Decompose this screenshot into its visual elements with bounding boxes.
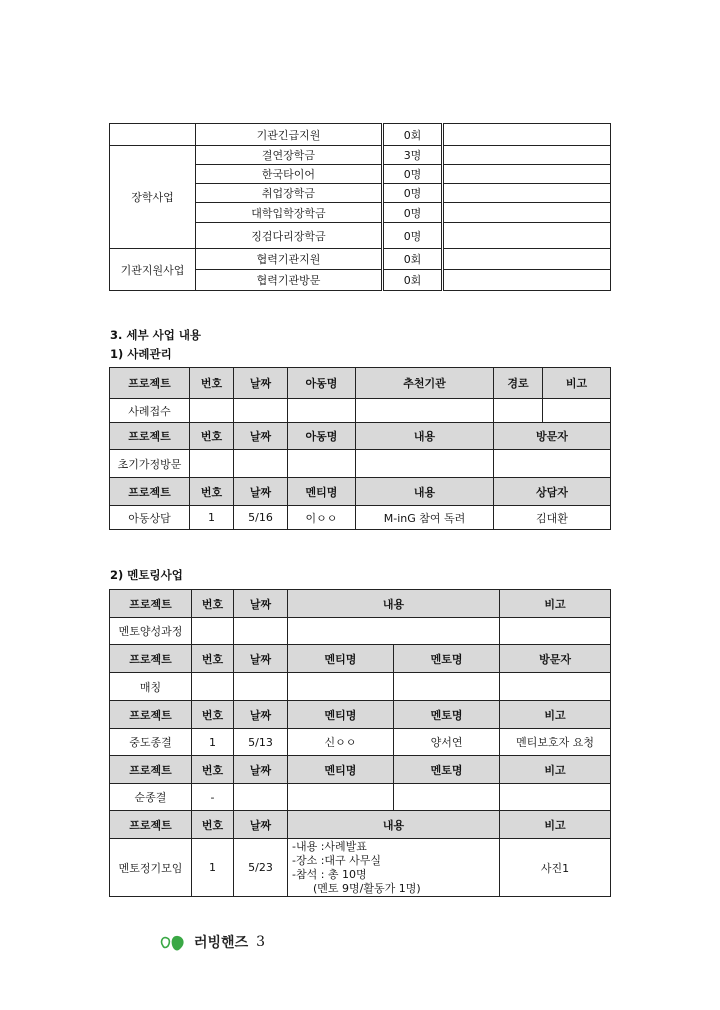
header-cell: 날짜 (234, 423, 288, 450)
data-cell (234, 450, 288, 478)
blank-cell (443, 203, 611, 223)
header-cell: 번호 (190, 368, 234, 399)
blank-cell (443, 165, 611, 184)
header-cell: 프로젝트 (110, 478, 190, 506)
subcategory-cell: 징검다리장학금 (196, 223, 383, 249)
value-cell: 0명 (383, 203, 443, 223)
data-cell (288, 673, 394, 701)
header-cell: 멘토명 (394, 701, 500, 729)
page-number: 3 (256, 934, 266, 950)
data-cell (234, 618, 288, 645)
data-cell: 5/16 (234, 506, 288, 530)
blank-cell (443, 223, 611, 249)
value-cell: 3명 (383, 146, 443, 165)
meeting-content-cell: -내용 :사례발표 -장소 :대구 사무실 -참석 : 총 10명 (멘토 9명/활동가 1명) (288, 839, 500, 897)
value-cell: 0명 (383, 223, 443, 249)
data-cell (500, 673, 611, 701)
data-cell (494, 399, 543, 423)
data-cell: 양서연 (394, 729, 500, 756)
header-cell: 방문자 (494, 423, 611, 450)
subcategory-cell: 한국타이어 (196, 165, 383, 184)
data-cell (288, 618, 500, 645)
footer-brand-name: 러빙핸즈 (194, 935, 249, 951)
header-cell: 멘티명 (288, 478, 356, 506)
header-cell: 프로젝트 (110, 423, 190, 450)
subcategory-cell: 취업장학금 (196, 184, 383, 203)
header-cell: 프로젝트 (110, 368, 190, 399)
summary-table (109, 123, 611, 291)
data-cell (234, 673, 288, 701)
header-cell: 날짜 (234, 590, 288, 618)
header-cell: 비고 (500, 701, 611, 729)
data-cell: 매칭 (110, 673, 192, 701)
data-cell: 김대환 (494, 506, 611, 530)
header-cell: 날짜 (234, 478, 288, 506)
data-cell: 사진1 (500, 839, 611, 897)
data-cell (190, 399, 234, 423)
header-cell: 번호 (192, 645, 234, 673)
header-cell: 아동명 (288, 423, 356, 450)
data-cell (543, 399, 611, 423)
header-cell: 번호 (190, 478, 234, 506)
value-cell: 0명 (383, 184, 443, 203)
value-cell: 0회 (383, 124, 443, 146)
data-cell (234, 399, 288, 423)
data-cell: 순종결 (110, 784, 192, 811)
header-cell: 멘토명 (394, 645, 500, 673)
header-cell: 멘티명 (288, 701, 394, 729)
data-cell: 멘토정기모임 (110, 839, 192, 897)
data-cell (394, 673, 500, 701)
data-cell: 초기가정방문 (110, 450, 190, 478)
data-cell (234, 784, 288, 811)
category-cell (110, 124, 196, 146)
header-cell: 프로젝트 (110, 590, 192, 618)
category-cell: 기관지원사업 (110, 249, 196, 291)
header-cell: 비고 (543, 368, 611, 399)
header-cell: 비고 (500, 756, 611, 784)
header-cell: 아동명 (288, 368, 356, 399)
data-cell (500, 618, 611, 645)
data-cell: 1 (192, 729, 234, 756)
data-cell (190, 450, 234, 478)
data-cell: 5/23 (234, 839, 288, 897)
header-cell: 내용 (288, 811, 500, 839)
value-cell: 0회 (383, 249, 443, 270)
data-cell: - (192, 784, 234, 811)
header-cell: 방문자 (500, 645, 611, 673)
data-cell: 아동상담 (110, 506, 190, 530)
header-cell: 멘티명 (288, 645, 394, 673)
data-cell: 1 (190, 506, 234, 530)
header-cell: 내용 (356, 423, 494, 450)
header-cell: 프로젝트 (110, 645, 192, 673)
subcategory-cell: 대학입학장학금 (196, 203, 383, 223)
header-cell: 비고 (500, 811, 611, 839)
header-cell: 번호 (192, 701, 234, 729)
data-cell: 멘티보호자 요청 (500, 729, 611, 756)
data-cell (288, 399, 356, 423)
blank-cell (443, 124, 611, 146)
data-cell (192, 673, 234, 701)
data-cell: 중도종결 (110, 729, 192, 756)
header-cell: 추천기관 (356, 368, 494, 399)
data-cell: 5/13 (234, 729, 288, 756)
data-cell (288, 784, 394, 811)
header-cell: 번호 (190, 423, 234, 450)
data-cell: 이ㅇㅇ (288, 506, 356, 530)
data-cell (288, 450, 356, 478)
data-cell: 1 (192, 839, 234, 897)
data-cell: 멘토양성과정 (110, 618, 192, 645)
case-management-table (109, 367, 611, 530)
blank-cell (443, 184, 611, 203)
header-cell: 번호 (192, 811, 234, 839)
header-cell: 날짜 (234, 645, 288, 673)
header-cell: 날짜 (234, 368, 288, 399)
mentoring-table (109, 589, 611, 897)
header-cell: 프로젝트 (110, 701, 192, 729)
blank-cell (443, 270, 611, 291)
section-title: 3. 세부 사업 내용 (110, 328, 202, 342)
blank-cell (443, 146, 611, 165)
subsection-mentoring: 2) 멘토링사업 (110, 568, 183, 582)
header-cell: 내용 (288, 590, 500, 618)
data-cell: 사례접수 (110, 399, 190, 423)
header-cell: 경로 (494, 368, 543, 399)
subcategory-cell: 결연장학금 (196, 146, 383, 165)
header-cell: 날짜 (234, 701, 288, 729)
header-cell: 프로젝트 (110, 756, 192, 784)
header-cell: 번호 (192, 590, 234, 618)
header-cell: 상담자 (494, 478, 611, 506)
value-cell: 0명 (383, 165, 443, 184)
data-cell (356, 450, 494, 478)
data-cell: 신ㅇㅇ (288, 729, 394, 756)
blank-cell (443, 249, 611, 270)
data-cell (500, 784, 611, 811)
header-cell: 번호 (192, 756, 234, 784)
data-cell (494, 450, 611, 478)
header-cell: 멘토명 (394, 756, 500, 784)
page-footer (160, 932, 265, 952)
value-cell: 0회 (383, 270, 443, 291)
loving-hands-logo-icon (160, 932, 190, 952)
category-cell: 장학사업 (110, 146, 196, 249)
subcategory-cell: 협력기관방문 (196, 270, 383, 291)
header-cell: 날짜 (234, 756, 288, 784)
data-cell (356, 399, 494, 423)
header-cell: 프로젝트 (110, 811, 192, 839)
subsection-case-management: 1) 사례관리 (110, 347, 172, 361)
subcategory-cell: 협력기관지원 (196, 249, 383, 270)
data-cell (192, 618, 234, 645)
header-cell: 비고 (500, 590, 611, 618)
data-cell: M-inG 참여 독려 (356, 506, 494, 530)
data-cell (394, 784, 500, 811)
header-cell: 멘티명 (288, 756, 394, 784)
header-cell: 내용 (356, 478, 494, 506)
header-cell: 날짜 (234, 811, 288, 839)
subcategory-cell: 기관긴급지원 (196, 124, 383, 146)
